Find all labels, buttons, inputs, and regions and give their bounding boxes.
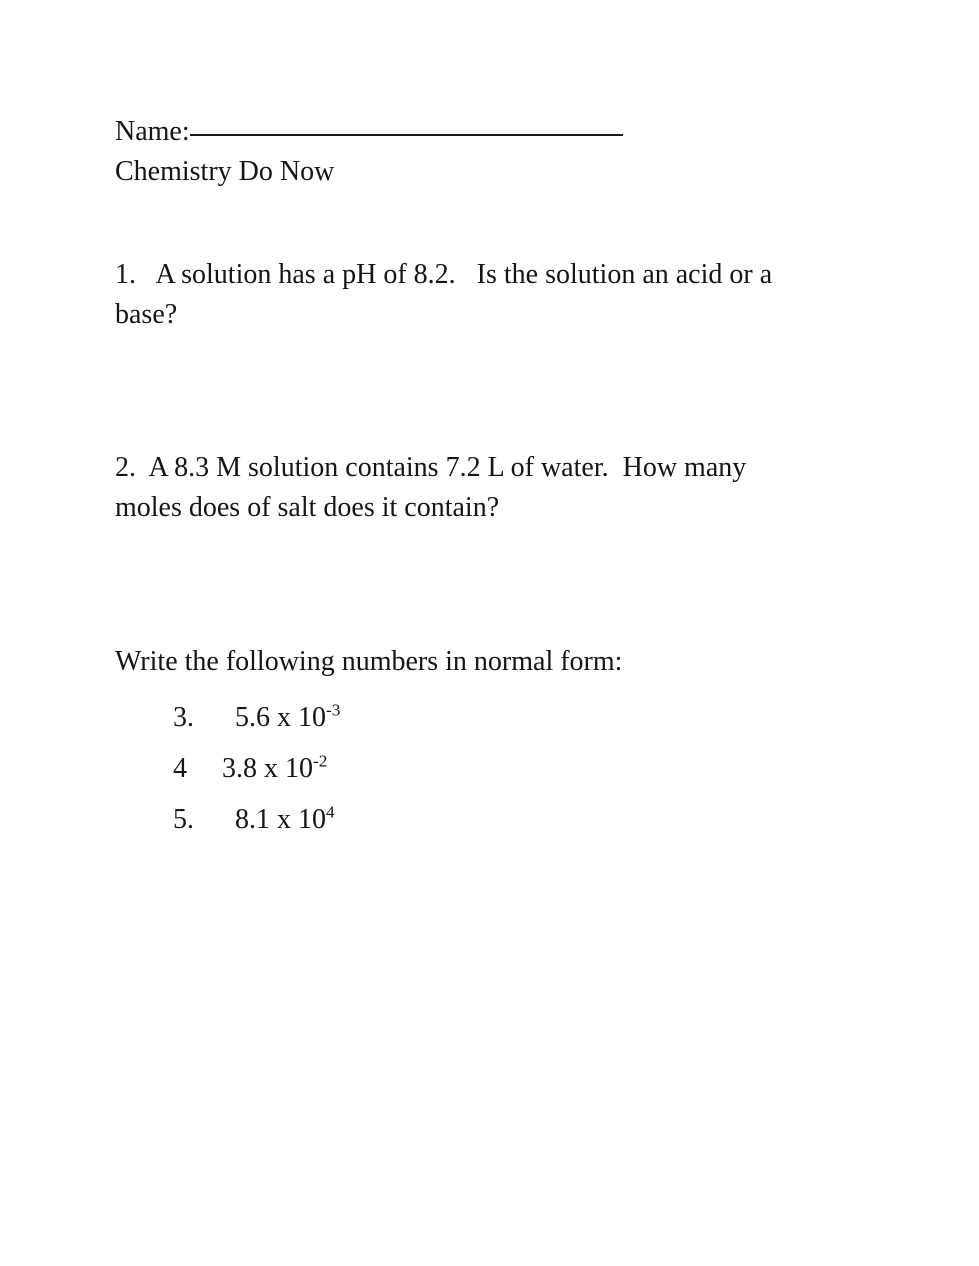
page-title: Chemistry Do Now (115, 156, 335, 187)
problem-5 (173, 794, 864, 845)
name-blank-line (190, 134, 623, 136)
problem-4 (173, 743, 864, 794)
problem-4-value: 3.8 x $10^{-2}$ (222, 751, 328, 784)
problem-4-number: 4 (173, 753, 187, 784)
question-2-line-2: moles does of salt does it contain? (115, 492, 500, 523)
question-1-line-1: 1. A solution has a pH of 8.2. Is the solution an acid or a (115, 259, 773, 290)
question-1-line-2: base? (115, 299, 178, 330)
question-2-line-1: 2. A 8.3 M solution contains 7.2 L of water. How many (115, 452, 747, 483)
problem-5-exponent: 4 (326, 802, 335, 822)
problem-4-exponent: -2 (313, 751, 328, 771)
section-heading: Write the following numbers in normal form: (115, 646, 623, 677)
name-label: Name: (115, 116, 190, 147)
problems-list (115, 692, 864, 845)
problem-3-number: 3. (173, 702, 194, 733)
problem-3-value: 5.6 x $10^{-3}$ (235, 700, 341, 733)
question-2 (115, 448, 864, 528)
problem-3 (173, 692, 864, 743)
question-1 (115, 255, 864, 335)
name-row (115, 112, 864, 152)
problem-3-exponent: -3 (326, 700, 341, 720)
problem-5-number: 5. (173, 804, 194, 835)
problem-5-value: 8.1 x $10^4$ (235, 802, 335, 835)
